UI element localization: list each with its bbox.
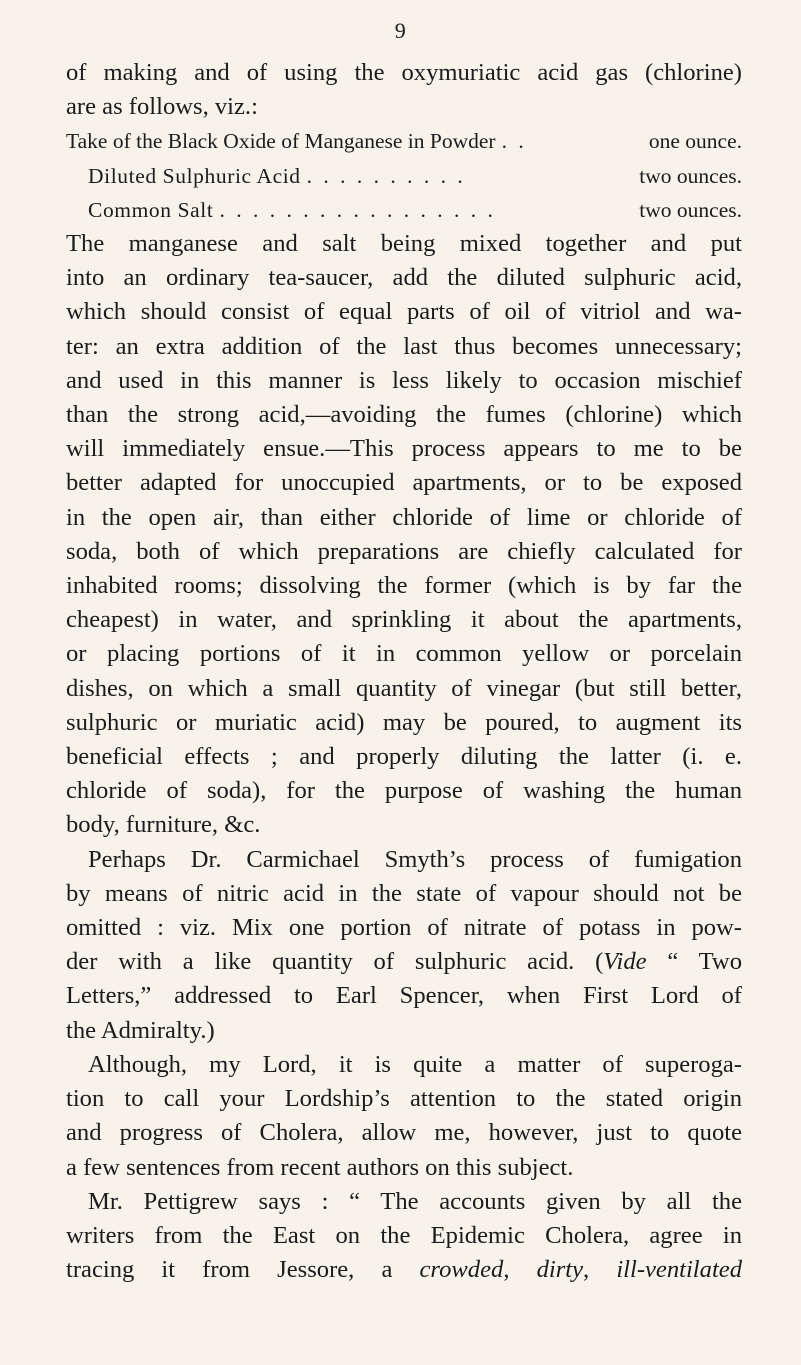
recipe-item: Diluted Sulphuric Acid	[88, 163, 301, 188]
text-line: omitted : viz. Mix one portion of nitrate of potass in pow-	[66, 914, 742, 942]
text-line: sulphuric or muriatic acid) may be poured, to augment its	[66, 708, 742, 736]
text-line: tion to call your Lordship’s attention to the stated origin	[66, 1085, 742, 1113]
text-line: ter: an extra addition of the last thus becomes unnecessary;	[66, 332, 742, 360]
italic-text: crowded	[419, 1256, 504, 1284]
italic-text: Vide	[603, 948, 647, 976]
text-run: ,	[583, 1256, 617, 1284]
text-line: body, furniture, &c.	[66, 811, 261, 839]
recipe-item: Take of the Black Oxide of Manganese in Powder	[66, 129, 496, 154]
text-line: soda, both of which preparations are chiefly calculated for	[66, 537, 742, 565]
text-line: beneficial effects ; and properly diluting the latter (i. e.	[66, 743, 742, 771]
dot-leader: . .	[501, 129, 527, 154]
text-line: the Admiralty.)	[66, 1016, 215, 1044]
text-line: than the strong acid,—avoiding the fumes (chlorine) which	[66, 401, 742, 429]
text-line: The manganese and salt being mixed together and put	[66, 230, 742, 258]
text-line: and progress of Cholera, allow me, however, just to quote	[66, 1119, 742, 1147]
recipe-row	[66, 159, 742, 193]
italic-text: ill-ventilated	[616, 1256, 742, 1284]
text-line	[66, 945, 742, 979]
text-line: or placing portions of it in common yellow or porcelain	[66, 640, 742, 668]
recipe-quantity: two ounces.	[639, 197, 742, 222]
recipe-item: Common Salt	[88, 197, 214, 222]
text-line: Perhaps Dr. Carmichael Smyth’s process of fumigation	[88, 845, 742, 873]
text-line: by means of nitric acid in the state of vapour should not be	[66, 879, 742, 907]
text-line: cheapest) in water, and sprinkling it about the apartments,	[66, 606, 742, 634]
text-line: Letters,” addressed to Earl Spencer, when First Lord of	[66, 982, 742, 1010]
text-line: writers from the East on the Epidemic Cholera, agree in	[66, 1221, 742, 1249]
text-line: dishes, on which a small quantity of vinegar (but still better,	[66, 674, 742, 702]
text-run: der with a like quantity of sulphuric acid. (	[66, 948, 604, 976]
text-line: a few sentences from recent authors on this subject.	[66, 1153, 574, 1181]
text-line: which should consist of equal parts of oil of vitriol and wa-	[66, 298, 742, 326]
text-run: “ Two	[646, 948, 742, 976]
text-line: chloride of soda), for the purpose of washing the human	[66, 777, 742, 805]
recipe-row	[66, 124, 742, 158]
page-number: 9	[394, 18, 407, 43]
recipe-quantity: two ounces.	[639, 163, 742, 188]
text-line: in the open air, than either chloride of lime or chloride of	[66, 503, 742, 531]
recipe-quantity: one ounce.	[648, 129, 742, 154]
text-run: tracing it from Jessore, a	[66, 1256, 420, 1284]
text-run: ,	[503, 1256, 537, 1284]
text-line	[66, 1253, 742, 1287]
recipe-row	[66, 193, 742, 227]
text-line: Mr. Pettigrew says : “ The accounts given by all the	[88, 1187, 742, 1215]
text-line: inhabited rooms; dissolving the former (which is by far the	[66, 572, 742, 600]
body-text	[66, 56, 742, 1287]
text-line: better adapted for unoccupied apartments, or to be exposed	[66, 469, 742, 497]
text-line: and used in this manner is less likely to occasion mischief	[66, 366, 742, 394]
text-line: of making and of using the oxymuriatic acid gas (chlorine)	[66, 59, 742, 86]
dot-leader: . . . . . . . . . . . . . . . . .	[219, 197, 496, 222]
dot-leader: . . . . . . . . . .	[306, 163, 466, 188]
italic-text: dirty	[536, 1256, 584, 1284]
text-line: Although, my Lord, it is quite a matter of superoga-	[88, 1050, 742, 1078]
text-line: into an ordinary tea-saucer, add the diluted sulphuric acid,	[66, 264, 742, 292]
text-line: will immediately ensue.—This process appears to me to be	[66, 435, 742, 463]
text-line: are as follows, viz.:	[66, 93, 258, 121]
